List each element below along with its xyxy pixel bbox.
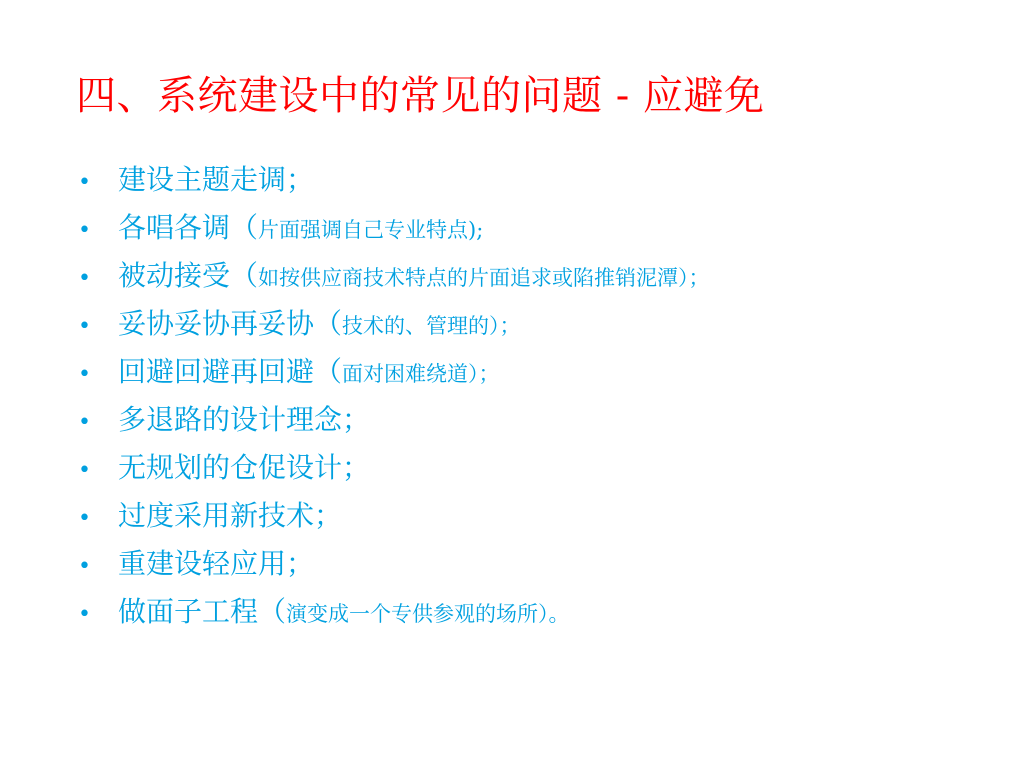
bullet-item [78,588,710,636]
bullet-note-text: 演变成一个专供参观的场所）。 [286,602,570,626]
bullet-item [78,300,710,348]
slide-title: 四、系统建设中的常见的问题 - 应避免 [76,73,765,119]
bullet-note-text: 片面强调自己专业特点); [258,218,484,242]
bullet-dot-icon: • [78,266,91,291]
bullet-dot-icon: • [78,458,91,483]
bullet-note-text: 面对困难绕道）； [342,362,500,386]
bullet-item [78,396,710,444]
bullet-dot-icon: • [78,506,91,531]
bullet-main-text: 被动接受（ [118,259,259,292]
bullet-main-text: 各唱各调（ [118,211,259,244]
bullet-main-text: 回避回避再回避（ [118,355,343,388]
bullet-dot-icon: • [78,170,91,195]
bullet-item [78,348,710,396]
bullet-main-text: 过度采用新技术； [118,499,343,532]
bullet-dot-icon: • [78,554,91,579]
bullet-dot-icon: • [78,410,91,435]
bullet-note-text: 技术的、管理的）； [342,314,521,338]
bullet-main-text: 做面子工程（ [118,595,287,628]
bullet-dot-icon: • [78,314,91,339]
bullet-dot-icon: • [78,218,91,243]
bullet-item [78,156,710,204]
bullet-item [78,204,710,252]
bullet-main-text: 妥协妥协再妥协（ [118,307,343,340]
bullet-main-text: 建设主题走调； [118,163,315,196]
bullet-item [78,540,710,588]
bullet-item [78,252,710,300]
bullet-item [78,444,710,492]
bullet-main-text: 重建设轻应用； [118,547,315,580]
bullet-note-text: 如按供应商技术特点的片面追求或陷推销泥潭）； [258,266,710,290]
bullet-main-text: 无规划的仓促设计； [118,451,371,484]
bullet-dot-icon: • [78,362,91,387]
bullet-item [78,492,710,540]
bullet-main-text: 多退路的设计理念； [118,403,371,436]
bullet-dot-icon: • [78,602,91,627]
bullet-list [78,156,710,636]
